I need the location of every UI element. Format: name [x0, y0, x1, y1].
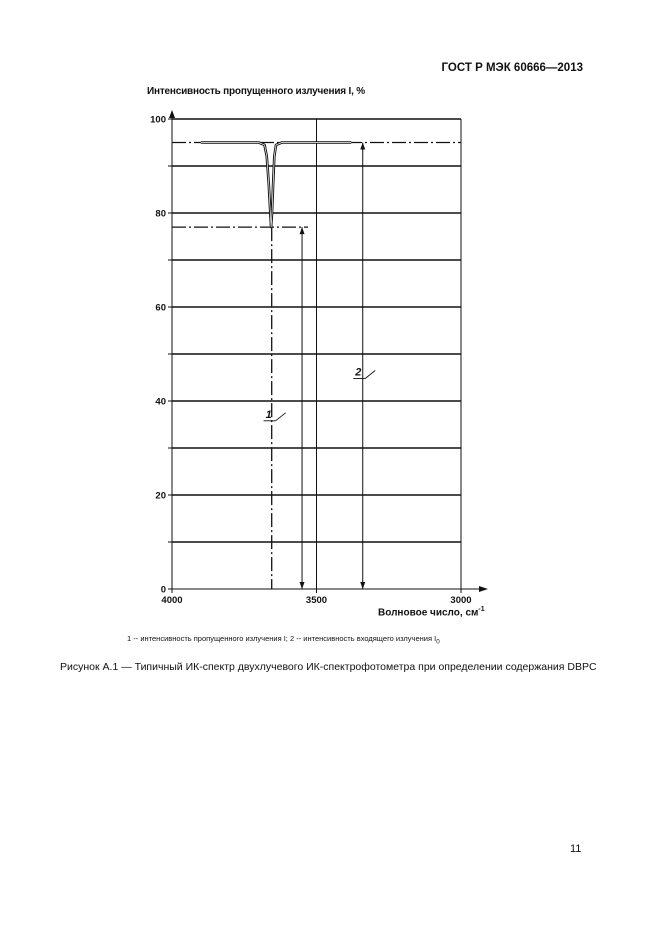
- x-tick-label-3000: 3000: [450, 595, 472, 606]
- x-axis-label-exponent: -1: [478, 606, 485, 613]
- tick-labels: [150, 115, 471, 607]
- annotation-label-2: 2: [355, 366, 362, 379]
- x-axis-arrowhead: [479, 586, 488, 592]
- y-tick-label-60: 60: [155, 302, 166, 314]
- figure-legend: [127, 634, 440, 646]
- axes: [168, 110, 488, 593]
- y-tick-label-100: 100: [150, 114, 166, 126]
- figure-caption: Рисунок А.1 — Типичный ИК-спектр двухлучевого ИК-спектрофотометра при определении содержания DBPC: [60, 661, 597, 673]
- spectrum-line-0: [201, 143, 351, 228]
- grid-lines: [172, 119, 461, 589]
- document-header: ГОСТ Р МЭК 60666—2013: [441, 62, 583, 74]
- i-dimension-arrow-head-bottom: [300, 582, 305, 589]
- series: [201, 143, 351, 228]
- annotations: [264, 367, 376, 421]
- y-axis-arrowhead: [169, 110, 175, 118]
- y-tick-label-40: 40: [155, 396, 166, 408]
- spectrum-line-highlight-0: [201, 143, 351, 228]
- i0-dimension-arrow-head-bottom: [360, 582, 365, 589]
- i-dimension-arrow-head-top: [300, 227, 305, 234]
- annotation-leader-2: [365, 371, 375, 379]
- legend-text: 1 -- интенсивность пропущенного излучения I; 2 -- интенсивность входящего излучения I: [127, 634, 437, 643]
- annotation-1: [264, 409, 286, 421]
- annotation-label-1: 1: [265, 408, 272, 421]
- x-tick-label-4000: 4000: [161, 595, 183, 606]
- annotation-2: [353, 367, 375, 379]
- annotation-leader-1: [276, 413, 286, 421]
- i0-dimension-arrow-head-top: [360, 143, 365, 150]
- page-number: 11: [570, 843, 582, 855]
- y-tick-label-80: 80: [155, 208, 166, 220]
- y-axis-label: Интенсивность пропущенного излучения I, %: [147, 86, 365, 97]
- y-tick-label-20: 20: [155, 490, 166, 502]
- legend-subscript: 0: [436, 638, 440, 646]
- x-axis-label-text: Волновое число, см: [378, 607, 479, 619]
- y-tick-label-0: 0: [160, 584, 166, 596]
- x-axis-label: [378, 606, 485, 618]
- x-tick-label-3500: 3500: [305, 595, 328, 606]
